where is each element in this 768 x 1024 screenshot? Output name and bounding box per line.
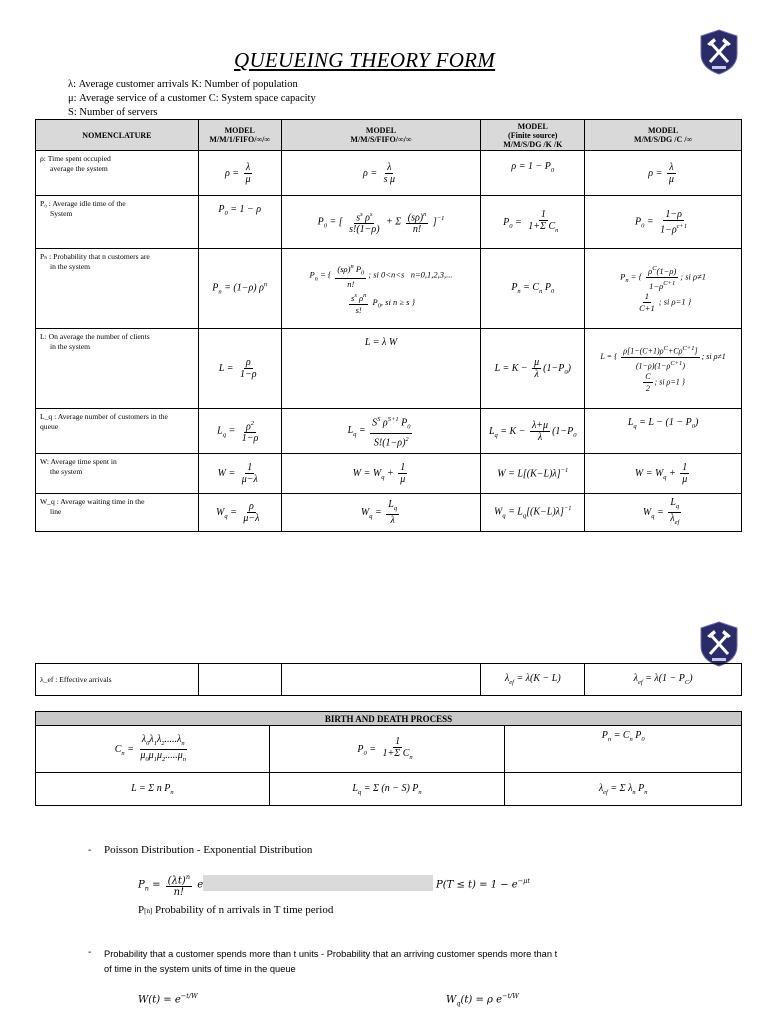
row-label: Pₙ : Probability that n customers are in the system	[36, 249, 199, 329]
bullet-dash: -	[88, 845, 92, 856]
formula-cell: L = { $\frac{\rho[1-(C+1)\rho^C+C\rho^{C+1}]}{(1-\rho)(1-\rho^{C+1})}$ ; si ρ≠1 $\frac{C}{2}$ ; si ρ=1 }	[585, 329, 742, 409]
effective-arrivals-table	[35, 663, 742, 696]
birth-death-table	[35, 711, 742, 806]
probability-text: Probability that a customer spends more than t units - Probability that an arriving customer spends more than t of time in the system units of time in the queue	[104, 949, 558, 974]
formula-cell: $P_n = C_n$ $P_0$	[505, 726, 742, 773]
table-row	[36, 454, 742, 494]
row-label: L_q : Average number of customers in the queue	[36, 409, 199, 454]
formula-cell: $L_q = K$ − $\frac{\lambda+\mu}{\lambda}$ ($1-P_0$	[481, 409, 585, 454]
table-row	[36, 409, 742, 454]
formula-cell: $P_n$ = { $\frac{(s\rho)^n P_0}{n!}$ ; si 0<n<s n=0,1,2,3,... $\frac{s^s \rho^n}{s!}$ $P_0$, si n ≥ s }	[281, 249, 481, 329]
formula-cell: $P_0 = 1 - \rho$	[198, 196, 281, 249]
definition-line: S: Number of servers	[68, 107, 158, 118]
formula-cell: $P_n = C_n$ $P_0$	[481, 249, 585, 329]
redacted-bar	[203, 875, 433, 891]
exponential-formula: $P(T \le t) = 1 - e^{-\mu t}$	[436, 877, 531, 891]
formula-cell: $L_q$ = $\frac{S^S \rho^{S+1} P_0}{S!(1-\rho)^2}$	[281, 409, 481, 454]
table-row	[36, 151, 742, 196]
formula-cell: $W_q = L_q[(K-L)\lambda]^{-1}$	[481, 494, 585, 532]
wq-t-formula: $W_q(t) = \rho$ $e^{-t/W}$	[446, 992, 519, 1008]
bullet-dash: -	[88, 947, 92, 958]
page-title: QUEUEING THEORY FORM	[234, 48, 496, 72]
birth-death-title: BIRTH AND DEATH PROCESS	[36, 712, 742, 726]
pn-description: P[n] Probability of n arrivals in T time period	[138, 904, 334, 916]
formula-cell: $L_q = L - (1 - P_0)$	[585, 409, 742, 454]
table-header-row	[36, 712, 742, 726]
table-row	[36, 249, 742, 329]
formula-cell: $\lambda_{ef} = \Sigma$ $\lambda_n$ $P_n$	[505, 773, 742, 806]
formula-cell: $W = W_q$ + $\frac{1}{\mu}$	[281, 454, 481, 494]
formula-cell: $P_0$ = $\frac{1}{1+\Sigma C_n}$	[481, 196, 585, 249]
formula-cell: L = $\frac{\rho}{1-\rho}$	[198, 329, 281, 409]
formula-cell: $W = L[(K-L)\lambda]^{-1}$	[481, 454, 585, 494]
header-model1: MODEL M/M/1/FIFO/∞/∞	[198, 120, 281, 151]
row-label: λ_ef : Effective arrivals	[36, 664, 199, 696]
row-label: ρ: Time spent occupied average the system	[36, 151, 199, 196]
formula-table	[35, 119, 742, 532]
formula-cell: $C_n$ = $\frac{\lambda_0\lambda_1\lambda_2.....\lambda_n}{\mu_0\mu_1\mu_2.....\mu_n}$	[36, 726, 270, 773]
formula-cell: W = $\frac{1}{\mu-\lambda}$	[198, 454, 281, 494]
formula-cell: $W_q$ = $\frac{L_q}{\lambda}$	[281, 494, 481, 532]
formula-cell: $W_q$ = $\frac{\rho}{\mu-\lambda}$	[198, 494, 281, 532]
header-model4: MODEL M/M/S/DG /C /∞	[585, 120, 742, 151]
formula-cell: $P_0$ = $\frac{1-\rho}{1-\rho^{c+1}}$	[585, 196, 742, 249]
formula-cell: $\lambda_{ef} = \lambda(K - L)$	[481, 664, 585, 696]
formula-cell: $\rho = 1 - P_0$	[481, 151, 585, 196]
formula-cell: $L_q = \Sigma$ (n − S) $P_n$	[269, 773, 505, 806]
formula-cell: $\lambda_{ef} = \lambda(1 - P_C)$	[585, 664, 742, 696]
table-row	[36, 726, 742, 773]
formula-cell: ρ = $\frac{\lambda}{\text{s μ}}$	[281, 151, 481, 196]
formula-cell: ρ = $\frac{\lambda}{\mu}$	[198, 151, 281, 196]
row-label: P₀ : Average idle time of the System	[36, 196, 199, 249]
crest-logo	[698, 28, 740, 76]
definitions	[68, 78, 316, 120]
row-label: L: On average the number of clients in the system	[36, 329, 199, 409]
formula-cell: L = λ W	[281, 329, 481, 409]
formula-cell: $L_q$ = $\frac{\rho^2}{1-\rho}$	[198, 409, 281, 454]
poisson-formula: $P_n$ = $\frac{(\lambda t)^n}{n!}$ e	[138, 873, 204, 899]
definition-line: λ: Average customer arrivals K: Number of population	[68, 79, 298, 90]
formula-cell: $P_n$ = { $\frac{\rho^C(1-\rho)}{1-\rho^{C+1}}$ ; si ρ≠1 $\frac{1}{C+1}$ ; si ρ=1 }	[585, 249, 742, 329]
table-header-row	[36, 120, 742, 151]
crest-logo	[698, 620, 740, 668]
header-nomenclature: NOMENCLATURE	[36, 120, 199, 151]
table-row	[36, 773, 742, 806]
formula-cell: L = Σ n $P_n$	[36, 773, 270, 806]
row-label: W_q : Average waiting time in the line	[36, 494, 199, 532]
formula-cell: $P_0$ = $\frac{1}{1+\Sigma C_n}$	[269, 726, 505, 773]
table-row	[36, 196, 742, 249]
header-model3: MODEL (Finite source) M/M/S/DG /K /K	[481, 120, 585, 151]
formula-cell: $P_n = (1-\rho)$ $\rho^n$	[198, 249, 281, 329]
formula-cell: L = K − $\frac{\mu}{\lambda}$ $(1-P_0)$	[481, 329, 585, 409]
table-row	[36, 329, 742, 409]
formula-cell: $P_0$ = [ $\frac{s^s \rho^s}{s!(1-\rho)}$ + Σ $\frac{(s\rho)^n}{n!}$ ]$^{-1}$	[281, 196, 481, 249]
w-t-formula: $W(t) = e^{-t/W}$	[138, 992, 198, 1006]
row-label: W: Average time spent in the system	[36, 454, 199, 494]
table-row	[36, 494, 742, 532]
formula-cell: ρ = $\frac{\lambda}{\mu}$	[585, 151, 742, 196]
header-model2: MODEL M/M/S/FIFO/∞/∞	[281, 120, 481, 151]
empty-cell	[198, 664, 281, 696]
poisson-heading: Poisson Distribution - Exponential Distribution	[104, 844, 313, 856]
empty-cell	[281, 664, 481, 696]
table-row	[36, 664, 742, 696]
formula-cell: $W = W_q$ + $\frac{1}{\mu}$	[585, 454, 742, 494]
definition-line: μ: Average service of a customer C: System space capacity	[68, 93, 316, 104]
formula-cell: $W_q$ = $\frac{L_q}{\lambda_{ef}}$	[585, 494, 742, 532]
